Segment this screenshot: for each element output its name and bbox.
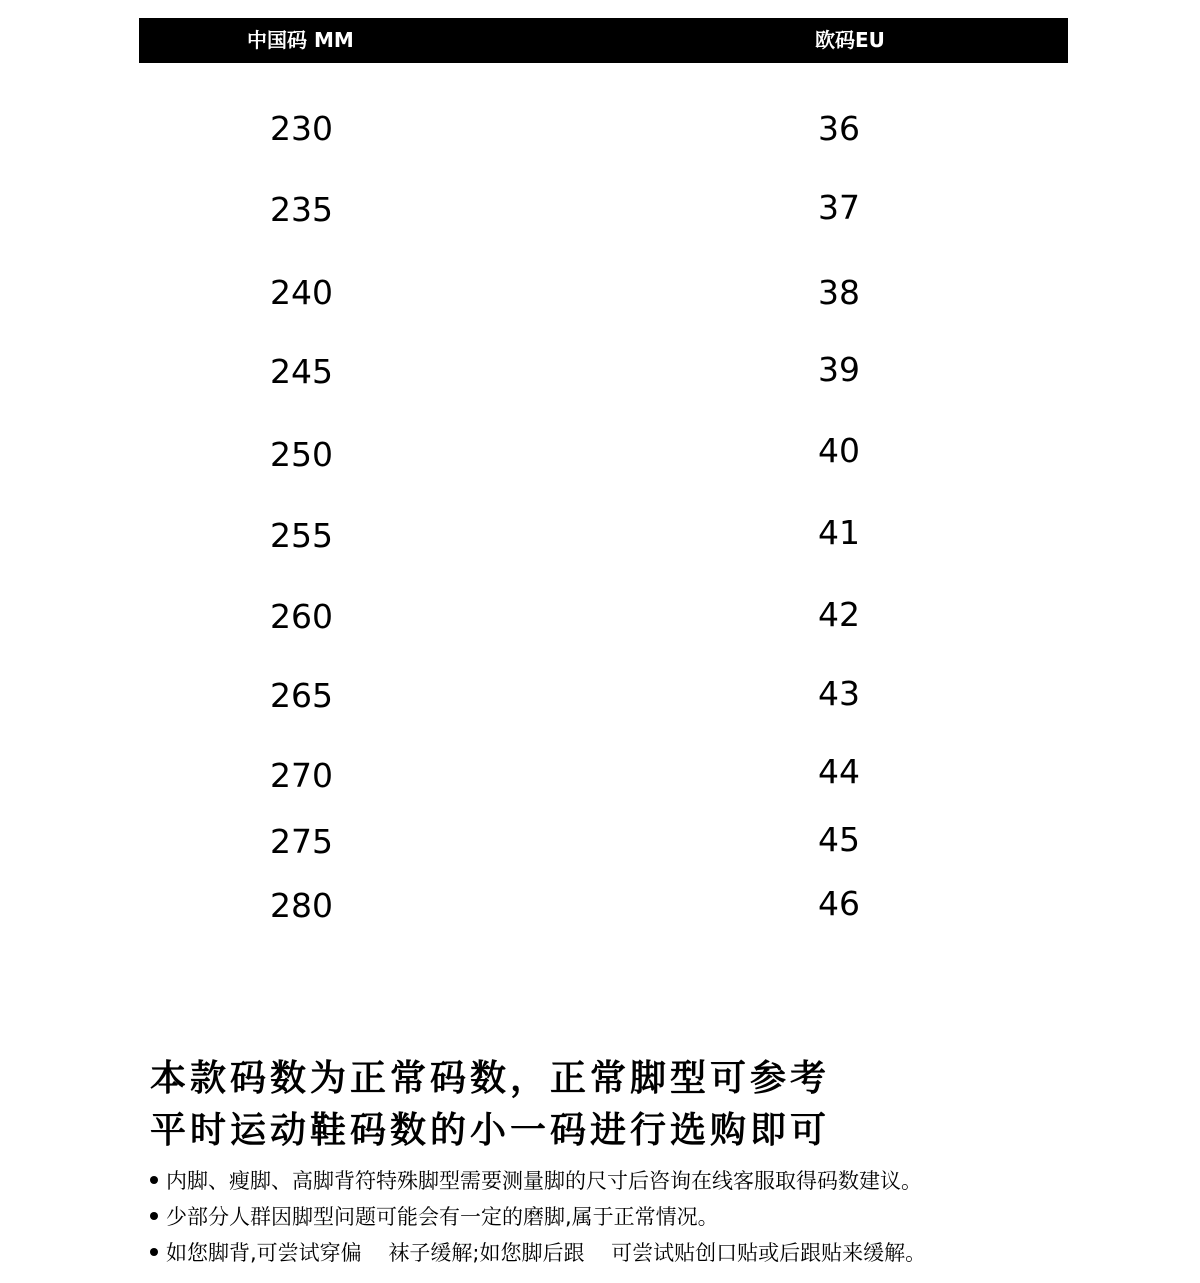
bullet-dot-icon — [150, 1176, 158, 1184]
note-bullet-text: 少部分人群因脚型问题可能会有一定的磨脚,属于正常情况。 — [166, 1205, 719, 1229]
cn-size-cell: 265 — [270, 676, 333, 715]
eu-size-cell: 36 — [818, 109, 860, 148]
cn-size-cell: 235 — [270, 190, 333, 229]
cn-size-cell: 280 — [270, 886, 333, 925]
cn-size-cell: 275 — [270, 822, 333, 861]
eu-size-cell: 44 — [818, 752, 860, 791]
note-heading-line1: 本款码数为正常码数，正常脚型可参考 — [150, 1058, 831, 1099]
note-heading-line2: 平时运动鞋码数的小一码进行选购即可 — [150, 1110, 831, 1151]
cn-size-cell: 245 — [270, 352, 333, 391]
eu-size-cell: 42 — [818, 595, 860, 634]
note-bullet — [150, 1238, 926, 1268]
note-bullet — [150, 1202, 719, 1232]
header-cn-size: 中国码 MM — [247, 28, 354, 52]
note-bullet — [150, 1166, 922, 1196]
cn-size-cell: 270 — [270, 756, 333, 795]
eu-size-cell: 38 — [818, 273, 860, 312]
eu-size-cell: 40 — [818, 431, 860, 470]
cn-size-cell: 240 — [270, 273, 333, 312]
eu-size-cell: 41 — [818, 513, 860, 552]
cn-size-cell: 250 — [270, 435, 333, 474]
bullet-dot-icon — [150, 1248, 158, 1256]
eu-size-cell: 45 — [818, 820, 860, 859]
eu-size-cell: 46 — [818, 884, 860, 923]
cn-size-cell: 255 — [270, 516, 333, 555]
note-bullet-text: 如您脚背,可尝试穿偏 袜子缓解;如您脚后跟 可尝试贴创口贴或后跟贴来缓解。 — [166, 1241, 927, 1265]
cn-size-cell: 260 — [270, 597, 333, 636]
eu-size-cell: 43 — [818, 674, 860, 713]
header-eu-size: 欧码EU — [815, 28, 885, 52]
note-bullet-text: 内脚、瘦脚、高脚背符特殊脚型需要测量脚的尺寸后咨询在线客服取得码数建议。 — [166, 1169, 922, 1193]
eu-size-cell: 37 — [818, 188, 860, 227]
bullet-dot-icon — [150, 1212, 158, 1220]
size-table-header — [139, 18, 1068, 63]
eu-size-cell: 39 — [818, 350, 860, 389]
cn-size-cell: 230 — [270, 109, 333, 148]
